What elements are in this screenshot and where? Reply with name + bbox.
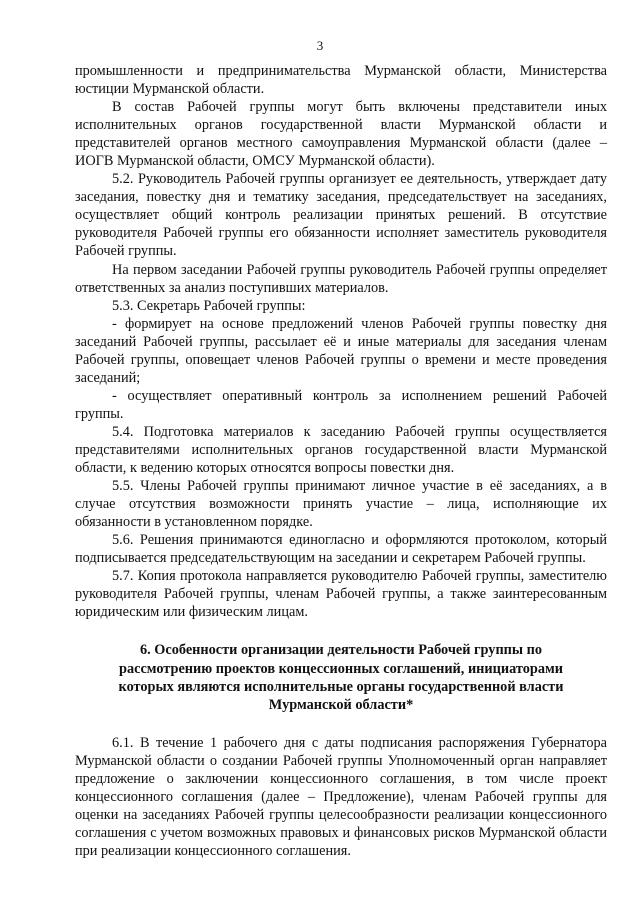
paragraph-secretary-agenda: - формирует на основе предложений членов Рабочей группы повестку дня заседаний Рабочей группы, рассылает её и иные материалы для заседания членам Рабочей группы, оповещает членов Рабочей группы о времени и месте проведения заседаний; [75, 315, 607, 386]
document-body [75, 62, 607, 860]
paragraph-continuation: промышленности и предпринимательства Мурманской области, Министерства юстиции Мурманской области. [75, 63, 607, 98]
section-heading-line: которых являются исполнительные органы государственной власти [118, 678, 564, 695]
paragraph-6-1: 6.1. В течение 1 рабочего дня с даты подписания распоряжения Губернатора Мурманской области о создании Рабочей группы Уполномоченный орган направляет предложение о заключении концессионного соглашения, в том числе проект концессионного соглашения (далее – Предложение), членам Рабочей группы для оценки на заседаниях Рабочей группы целесообразности реализации концессионного соглашения с учетом возможных правовых и финансовых рисков Мурманской области при реализации концессионного соглашения. [75, 734, 607, 859]
section-heading-line: Мурманской области* [268, 696, 414, 713]
page-number: 3 [316, 38, 324, 53]
paragraph-secretary-control: - осуществляет оперативный контроль за исполнением решений Рабочей группы. [75, 387, 607, 422]
paragraph-5-6: 5.6. Решения принимаются единогласно и оформляются протоколом, который подписывается председательствующим на заседании и секретарем Рабочей группы. [75, 532, 607, 567]
section-heading-line: рассмотрению проектов концессионных соглашений, инициаторами [119, 660, 563, 677]
section-heading-line: 6. Особенности организации деятельности Рабочей группы по [139, 642, 543, 659]
section-6-heading [75, 641, 607, 713]
paragraph-first-meeting: На первом заседании Рабочей группы руководитель Рабочей группы определяет ответственных за анализ поступивших материалов. [75, 261, 607, 296]
paragraph-5-7: 5.7. Копия протокола направляется руководителю Рабочей группы, заместителю руководителя Рабочей группы, членам Рабочей группы, а также заинтересованным юридическим или физическим лицам. [75, 568, 607, 621]
paragraph-5-4: 5.4. Подготовка материалов к заседанию Рабочей группы осуществляется представителями исполнительных органов государственной власти Мурманской области, к ведению которых относятся вопросы повестки дня. [75, 423, 607, 477]
paragraph-5-5: 5.5. Члены Рабочей группы принимают личное участие в её заседаниях, а в случае отсутствия возможности принять участие – лица, исполняющие их обязанности в установленном порядке. [75, 478, 607, 531]
paragraph-5-2: 5.2. Руководитель Рабочей группы организует ее деятельность, утверждает дату заседания, повестку дня и тематику заседания, председательствует на заседаниях, осуществляет общий контроль реализации принятых решений. В отсутствие руководителя Рабочей группы его обязанности исполняет заместитель руководителя Рабочей группы. [75, 171, 607, 260]
paragraph-5-3: 5.3. Секретарь Рабочей группы: [112, 297, 306, 314]
paragraph-composition: В состав Рабочей группы могут быть включены представители иных исполнительных органов государственной власти Мурманской области и представителей органов местного самоуправления Мурманской области (далее – ИОГВ Мурманской области, ОМСУ Мурманской области). [75, 99, 607, 170]
